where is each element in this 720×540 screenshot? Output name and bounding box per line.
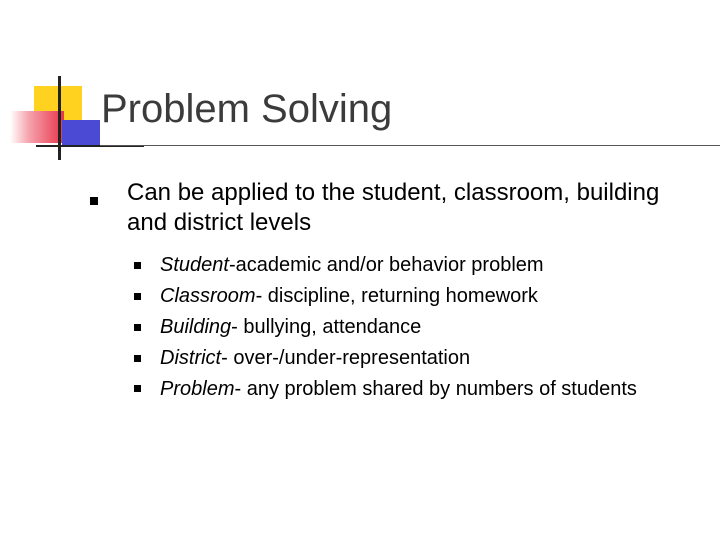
logo-vertical-line: [58, 76, 61, 160]
sub-point-classroom: [134, 281, 654, 312]
sub-point-term: District: [160, 347, 222, 369]
sub-point-text: -academic and/or behavior problem: [228, 254, 544, 276]
sub-point-term: Problem: [160, 378, 235, 400]
sub-point-text: - discipline, returning homework: [255, 285, 538, 307]
sub-bullet-icon: [134, 385, 141, 392]
sub-point-building: [134, 312, 654, 343]
logo-blue-square: [62, 120, 100, 146]
sub-point-term: Building: [160, 316, 232, 338]
logo-red-bar: [10, 111, 64, 143]
sub-point-text: - over-/under-representation: [221, 347, 471, 369]
main-point: Can be applied to the student, classroom, building and district levels: [127, 179, 660, 236]
sub-point-list: [134, 250, 654, 402]
slide-title: Problem Solving: [101, 87, 393, 131]
title-divider: [100, 145, 720, 146]
sub-bullet-icon: [134, 293, 141, 300]
sub-point-term: Student: [160, 254, 229, 276]
bullet-icon: [90, 197, 98, 205]
sub-point-problem: [134, 374, 654, 402]
sub-point-text: - any problem shared by numbers of students: [234, 378, 637, 400]
sub-point-term: Classroom: [160, 285, 256, 307]
sub-bullet-icon: [134, 324, 141, 331]
sub-bullet-icon: [134, 355, 141, 362]
sub-bullet-icon: [134, 262, 141, 269]
sub-point-student: [134, 250, 654, 281]
sub-point-district: [134, 343, 654, 374]
sub-point-text: - bullying, attendance: [231, 316, 422, 338]
